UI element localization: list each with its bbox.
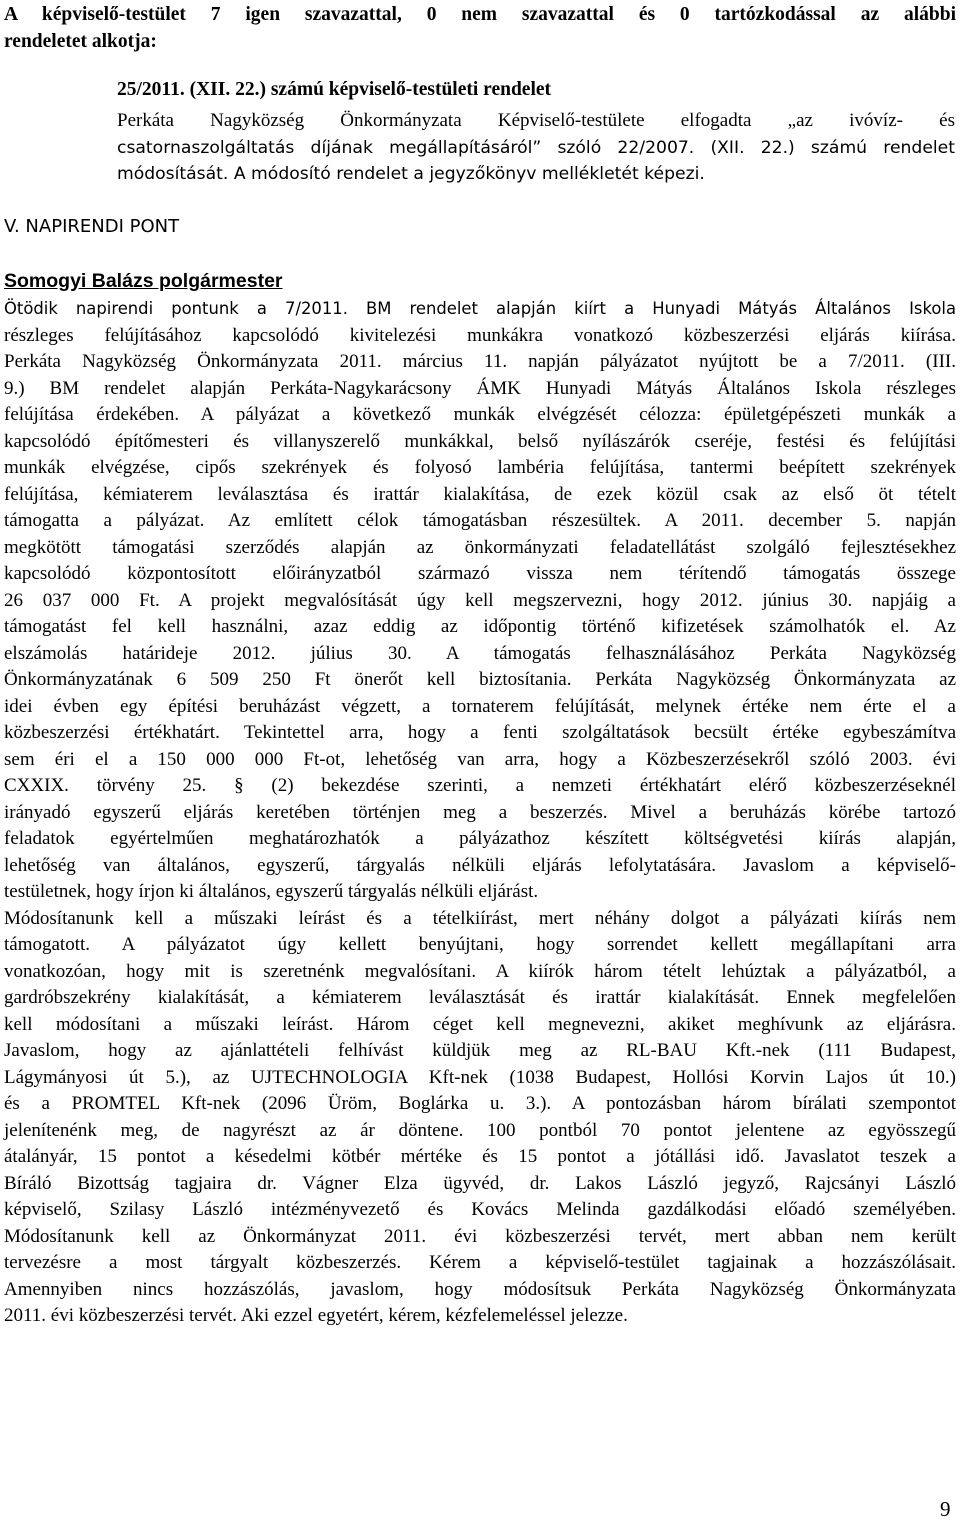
intro-line: rendeletet alkotja: (4, 30, 157, 52)
body-line: elszámolás határideje 2012. július 30. A támogatás felhasználásához Perkáta Nagyközség (4, 642, 956, 664)
decree-line: csatornaszolgáltatás díjának megállapításáról” szóló 22/2007. (XII. 22.) számú rendelet (117, 137, 955, 158)
body-line: átalányár, 15 pontot a késedelmi kötbér mértéke és 15 pontot a jótállási idő. Javaslatot teszek a (4, 1146, 956, 1167)
body-line: felújítása, kémiaterem leválasztása és irattár kialakítása, de ezek közül csak az első öt tételt (4, 483, 956, 505)
body-line: 2011. évi közbeszerzési tervét. Aki ezzel egyetért, kérem, kézfelemeléssel jelezze. (4, 1305, 628, 1326)
body-line: támogatta a pályázat. Az említett célok támogatásban részesültek. A 2011. december 5. napján (4, 510, 956, 531)
body-line: Módosítanunk kell az Önkormányzat 2011. évi közbeszerzési tervét, mert abban nem került (4, 1225, 956, 1247)
body-line: kell módosítani a műszaki leírást. Három céget kell megnevezni, akiket meghívunk az eljárásra. (4, 1013, 956, 1035)
body-line: testületnek, hogy írjon ki általános, egyszerű tárgyalás nélküli eljárást. (4, 881, 539, 902)
body-line: Önkormányzatának 6 509 250 Ft önerőt kell biztosítania. Perkáta Nagyközség Önkormányzata az (4, 669, 956, 690)
decree-line: módosítását. A módosító rendelet a jegyzőkönyv mellékletét képezi. (117, 164, 705, 184)
body-line: idei évben egy építési beruházást végzett, a tornaterem felújítását, melynek értéke nem érte el a (4, 695, 956, 717)
decree-text (117, 108, 955, 188)
body-line: Javaslom, hogy az ajánlattételi felhívást küldjük meg az RL-BAU Kft.-nek (111 Budapest, (4, 1040, 956, 1061)
body-line: gardróbszekrény kialakítását, a kémiaterem leválasztását és irattár kialakítását. Ennek megfelelően (4, 987, 956, 1008)
page-number: 9 (940, 1497, 951, 1521)
body-line: CXXIX. törvény 25. § (2) bekezdése szerinti, a nemzeti értékhatárt elérő közbeszerzéseknél (4, 775, 956, 796)
decree-line: Perkáta Nagyközség Önkormányzata Képviselő-testülete elfogadta „az ivóvíz- és (117, 110, 955, 131)
agenda-heading: V. NAPIRENDI PONT (4, 216, 180, 237)
body-line: jelenítenénk meg, de nagyrészt az ár döntene. 100 pontból 70 pontot jelentene az egyösszegű (4, 1119, 956, 1141)
body-line: kapcsolódó központosított előirányzatból származó vissza nem térítendő támogatás összege (4, 563, 956, 584)
body-line: 26 037 000 Ft. A projekt megvalósítását úgy kell megszervezni, hogy 2012. június 30. napjáig a (4, 589, 956, 611)
body-line: irányadó egyszerű eljárás keretében történjen meg a beszerzés. Mivel a beruházás körébe tartozó (4, 801, 956, 823)
body-line: és a PROMTEL Kft-nek (2096 Üröm, Boglárka u. 3.). A pontozásban három bírálati szempontot (4, 1093, 956, 1114)
body-line: tervezésre a most tárgyalt közbeszerzés. Kérem a képviselő-testület tagjainak a hozzászólásait. (4, 1252, 956, 1273)
body-line: Amennyiben nincs hozzászólás, javaslom, hogy módosítsuk Perkáta Nagyközség Önkormányzata (4, 1278, 956, 1300)
body-line: támogatott. A pályázatot úgy kellett benyújtani, hogy sorrendet kellett megállapítani arra (4, 934, 956, 955)
body-line: támogatást fel kell használni, azaz eddig az időpontig történő kifizetések számolhatók el. Az (4, 616, 956, 637)
body-line: lehetőség van általános, egyszerű, tárgyalás nélküli eljárás lefolytatására. Javaslom a képviselő- (4, 854, 956, 876)
body-line: 9.) BM rendelet alapján Perkáta-Nagykarácsony ÁMK Hunyadi Mátyás Általános Iskola részleges (4, 377, 956, 399)
body-line: feladatok egyértelműen meghatározhatók a pályázathoz készített költségvetési kiírás alapján, (4, 828, 956, 849)
body-line: Módosítanunk kell a műszaki leírást és a tételkiírást, mert néhány dolgot a pályázati kiírás nem (4, 907, 956, 929)
body-line: közbeszerzési értékhatárt. Tekintettel arra, hogy a fenti szolgáltatások becsült értéke egybeszámítva (4, 722, 956, 743)
intro-line: A képviselő-testület 7 igen szavazattal, 0 nem szavazattal és 0 tartózkodással az alábbi (4, 4, 956, 25)
body-line: Lágymányosi út 5.), az UJTECHNOLOGIA Kft-nek (1038 Budapest, Hollósi Korvin Lajos út 10.) (4, 1066, 956, 1088)
decree-title: 25/2011. (XII. 22.) számú képviselő-testületi rendelet (117, 79, 552, 100)
body-line: részleges felújításához kapcsolódó kivitelezési munkákra vonatkozó közbeszerzési eljárás kiírása. (4, 324, 956, 346)
body-line: Bíráló Bizottság tagjaira dr. Vágner Elza ügyvéd, dr. Lakos László jegyző, Rajcsányi László (4, 1172, 956, 1194)
speaker-name: Somogyi Balázs polgármester (4, 270, 283, 292)
body-line: Perkáta Nagyközség Önkormányzata 2011. március 11. napján pályázatot nyújtott be a 7/2011. (III. (4, 351, 956, 372)
body-line: képviselő, Szilasy László intézményvezető és Kovács Melinda gazdálkodási előadó személyében. (4, 1199, 956, 1220)
body-line: sem éri el a 150 000 000 Ft-ot, lehetőség van arra, hogy a Közbeszerzésekről szóló 2003. évi (4, 748, 956, 770)
body-text (4, 296, 956, 1330)
intro-paragraph (4, 2, 956, 55)
body-line: munkák elvégzése, cipős szekrények és folyosó lambéria felújítása, tantermi beépített szekrények (4, 457, 956, 478)
body-line: megkötött támogatási szerződés alapján az önkormányzati feladatellátást szolgáló fejlesztésekhez (4, 536, 956, 558)
body-line: kapcsolódó építőmesteri és villanyszerelő munkákkal, belső nyílászárók cseréje, festési és felújítási (4, 430, 956, 452)
body-line: vonatkozóan, hogy mit is szeretnénk megvalósítani. A kiírók három tételt lehúztak a pályázatból, a (4, 960, 956, 982)
body-line: Ötödik napirendi pontunk a 7/2011. BM rendelet alapján kiírt a Hunyadi Mátyás Általános Iskola (4, 299, 956, 318)
body-line: felújítása érdekében. A pályázat a következő munkák elvégzését célozza: épületgépészeti munkák a (4, 404, 956, 425)
